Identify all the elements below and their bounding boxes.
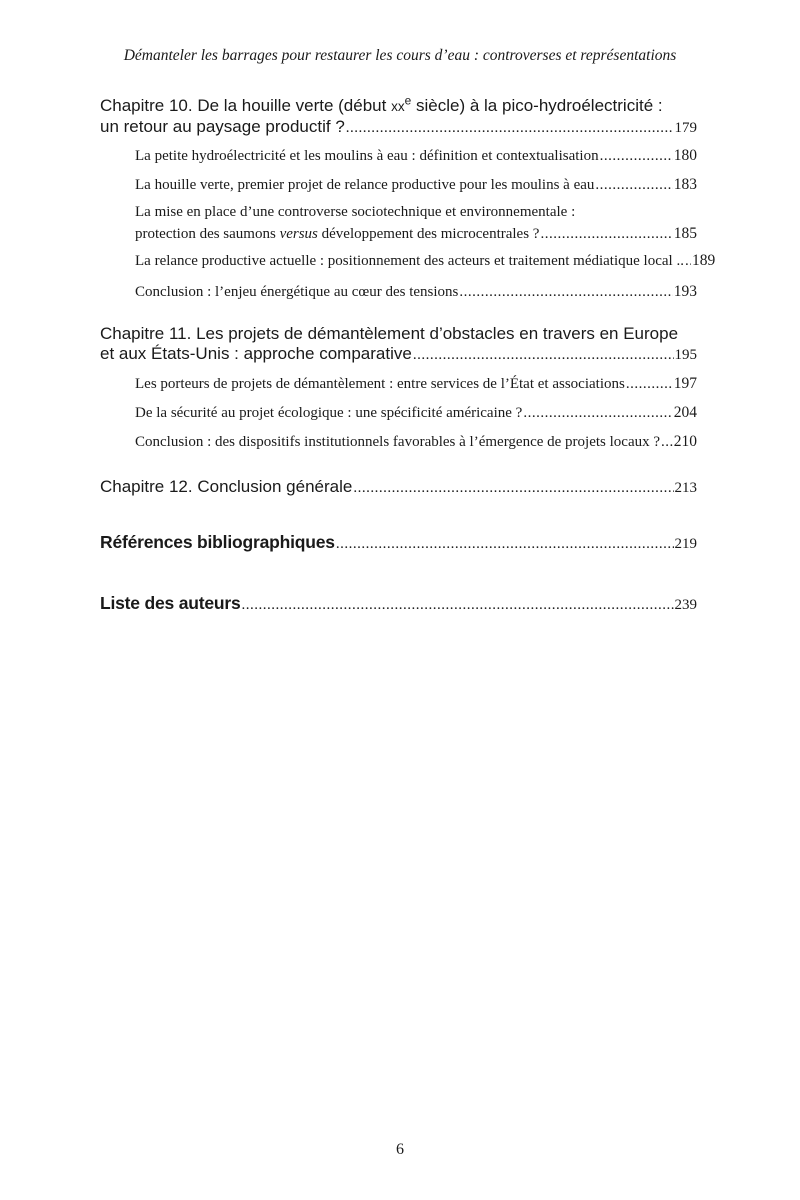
section-title: La petite hydroélectricité et les moulins à eau : définition et contextualisation [135,148,599,164]
dot-leader [626,373,673,395]
chapter-12-title: Chapitre 12. Conclusion générale [100,477,353,496]
page-number: 6 [396,1141,404,1158]
dot-leader [661,431,673,453]
page-ref: 197 [673,375,697,392]
dot-leader [336,533,674,555]
dot-leader [353,478,673,498]
toc-section[interactable] [135,201,697,245]
toc-section[interactable] [135,431,697,453]
page-ref: 189 [691,252,716,269]
page-ref: 210 [673,433,697,450]
toc-section[interactable] [135,174,697,196]
dot-leader [413,345,674,365]
page-ref: 204 [673,404,697,421]
dot-leader [523,402,672,424]
references-title: Références bibliographiques [100,532,335,552]
section-title: Conclusion : l’enjeu énergétique au cœur des tensions [135,284,459,300]
running-header: Démanteler les barrages pour restaurer les cours d’eau : controverses et représentations [123,47,677,64]
chapter-10-title-line1: Chapitre 10. De la houille verte (début $xx^e$ siècle) à la pico-hydroélectricité : [100,93,663,115]
toc-section[interactable] [135,373,697,395]
section-title: Conclusion : des dispositifs institutionnels favorables à l’émergence de projets locaux ? [135,434,661,450]
chapter-11-title-line2: et aux États-Unis : approche comparative [100,344,412,363]
page-ref: 219 [674,536,697,552]
toc-chapter-10[interactable] [100,93,697,138]
dot-leader [242,594,674,616]
page-ref: 185 [673,225,697,242]
page-ref: 213 [674,480,697,496]
page-ref: 193 [673,283,697,300]
section-title: Les porteurs de projets de démantèlement : entre services de l’État et associations [135,376,625,392]
toc-chapter-12[interactable] [100,477,697,498]
dot-leader [346,118,674,138]
section-title-line1: La mise en place d’une controverse sociotechnique et environnementale : [135,204,576,220]
toc-chapter-11[interactable] [100,324,697,365]
page-ref: 183 [673,176,697,193]
chapter-10-title-line2: un retour au paysage productif ? [100,117,345,136]
authors-title: Liste des auteurs [100,593,241,613]
dot-leader [595,174,672,196]
chapter-11-title-line1: Chapitre 11. Les projets de démantèlement d’obstacles en travers en Europe [100,324,679,343]
toc-references[interactable] [100,531,697,555]
page-ref: 239 [674,597,697,613]
page-ref: 195 [674,347,697,363]
dot-leader [540,223,672,245]
dot-leader [600,145,673,167]
page-ref: 180 [673,147,697,164]
section-title: La relance productive actuelle : positionnement des acteurs et traitement médiatique local .. [135,253,684,269]
toc-authors[interactable] [100,592,697,616]
section-title: La houille verte, premier projet de relance productive pour les moulins à eau [135,177,595,193]
page-ref: 179 [674,120,697,136]
toc-section[interactable] [135,250,716,272]
dot-leader [685,250,691,272]
dot-leader [459,281,672,303]
toc-section[interactable] [135,281,697,303]
toc-section[interactable] [135,402,697,424]
toc-section[interactable] [135,145,697,167]
section-title: De la sécurité au projet écologique : une spécificité américaine ? [135,405,523,421]
section-title-line2: protection des saumons versus développement des microcentrales ? [135,226,540,242]
